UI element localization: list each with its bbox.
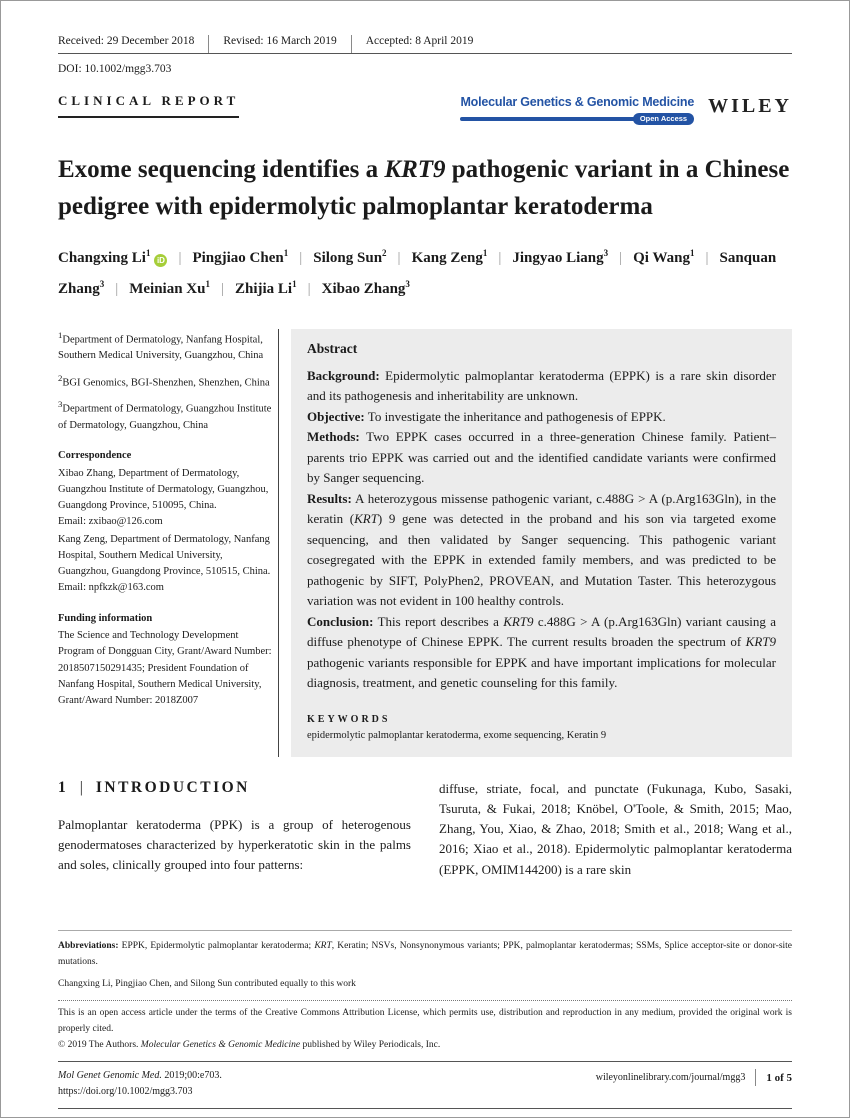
author-name: Silong Sun$^2$	[313, 248, 387, 266]
footnote-rule	[58, 930, 792, 931]
intro-paragraph-left: Palmoplantar keratoderma (PPK) is a group of heterogenous genodermatoses characterized by hyperkeratotic skin in the palms and soles, clinically grouped into four patterns:	[58, 817, 411, 873]
received-date: Received: 29 December 2018	[58, 35, 195, 47]
section-heading-introduction	[58, 779, 411, 797]
footer-row	[58, 1062, 792, 1100]
correspondence-blocks	[58, 466, 272, 597]
section-separator: |	[79, 779, 83, 796]
affiliation-item: $^2$BGI Genomics, BGI-Shenzhen, Shenzhen, China	[58, 372, 270, 389]
email-link[interactable]: Email: npfkzk@163.com	[58, 582, 164, 594]
section-number: 1	[58, 779, 67, 796]
keywords-text: epidermolytic palmoplantar keratoderma, exome sequencing, Keratin 9	[307, 730, 607, 741]
revised-date: Revised: 16 March 2019	[223, 35, 337, 47]
abbreviations-note	[58, 938, 792, 970]
footer-citation-block	[58, 1068, 222, 1100]
author-separator: |	[705, 250, 709, 266]
page-footer-block	[58, 930, 792, 1109]
body-column-right	[439, 779, 792, 880]
page-number: 1 of 5	[766, 1071, 792, 1084]
license-statement: This is an open access article under the terms of the Creative Commons Attribution License, which permits use, distribution and reproduction in any medium, provided the original work is properly cited.	[58, 1007, 792, 1034]
page-title: Exome sequencing identifies a KRT9 pathogenic variant in a Chinese pedigree with epidermolytic palmoplantar keratoderma	[58, 156, 790, 220]
journal-logo-bar	[460, 113, 694, 125]
author-name: Xibao Zhang$^3$	[321, 278, 410, 297]
journal-website-link[interactable]: wileyonlinelibrary.com/journal/mgg3	[595, 1072, 746, 1083]
author-separator: |	[299, 250, 303, 266]
journal-citation: Mol Genet Genomic Med. 2019;00:e703.	[58, 1070, 222, 1081]
abstract-section: Conclusion: This report describes a KRT9 c.488G > A (p.Arg163Gln) variant causing a diffuse phenotype of Chinese EPPK. The current results broaden the spectrum of KRT9 pathogenic variants responsible for EPPK and have important implications for molecular diagnosis, treatment, and genetic counseling for this family.	[307, 613, 776, 691]
keywords-heading: KEYWORDS	[307, 714, 391, 725]
correspondence-heading: Correspondence	[58, 450, 132, 462]
contribution-note: Changxing Li, Pingjiao Chen, and Silong Sun contributed equally to this work	[58, 978, 356, 989]
sidebar-abstract-row	[58, 329, 792, 758]
author-separator: |	[619, 250, 623, 266]
intro-paragraph-right: diffuse, striate, focal, and punctate (Fukunaga, Kubo, Sasaki, Tsuruta, & Fukai, 2018; Knöbel, O'Toole, & Smith, 2015; Mao, Zhang, You, Xiao, & Zhao, 2018; Smith et al., 2018; Wang et al., 2016; Xiao et al., 2018). Epidermolytic palmoplantar keratoderma (EPPK, OMIM144200) is a rare skin	[439, 781, 792, 877]
footer-rule-bottom	[58, 1108, 792, 1109]
journal-name: Molecular Genetics & Genomic Medicine	[460, 95, 695, 109]
correspondence-entry: Xibao Zhang, Department of Dermatology, Guangzhou Institute of Dermatology, Guangzhou, Guangdong Province, 510095, China. Email: zxibao@126.com	[58, 467, 269, 528]
funding-heading: Funding information	[58, 612, 153, 624]
column-divider	[278, 329, 279, 758]
doi-link[interactable]: https://doi.org/10.1002/mgg3.703	[58, 1086, 193, 1097]
footer-right-block	[596, 1069, 792, 1086]
orcid-icon[interactable]: iD	[154, 254, 167, 267]
abstract-box	[291, 329, 792, 758]
affiliation-item: $^3$Department of Dermatology, Guangzhou Institute of Dermatology, Guangzhou, China	[58, 399, 272, 432]
author-name: Jingyao Liang$^3$	[512, 248, 609, 266]
sidebar	[58, 329, 272, 758]
brand-area	[460, 93, 792, 125]
correspondence-entry: Kang Zeng, Department of Dermatology, Nanfang Hospital, Southern Medical University, Guangzhou, Guangdong Province, 510515, China. Email: npfkzk@163.com	[58, 533, 271, 594]
abstract-heading: Abstract	[307, 340, 358, 356]
article-type-label: CLINICAL REPORT	[58, 93, 239, 118]
affiliation-item: $^1$Department of Dermatology, Nanfang Hospital, Southern Medical University, Guangzhou, China	[58, 329, 264, 362]
author-separator: |	[498, 250, 502, 266]
accepted-date: Accepted: 8 April 2019	[365, 35, 474, 47]
abstract-section: Results: A heterozygous missense pathogenic variant, c.488G > A (p.Arg163Gln), in the keratin (KRT) 9 gene was detected in the proband and his son via targeted exome sequencing, and then validated by Sanger sequencing. This pathogenic variant cosegregated with the EPPK in extended family members, and was predicted to be pathogenic by SIFT, PolyPhen2, PROVEAN, and Mutation Taster. This heterozygous variation was not evident in 100 healthy controls.	[307, 490, 776, 609]
author-name: Qi Wang$^1$	[633, 248, 695, 266]
author-separator: |	[307, 280, 311, 297]
section-title: INTRODUCTION	[95, 779, 250, 796]
author-separator: |	[397, 250, 401, 266]
author-name: Pingjiao Chen$^1$	[192, 248, 289, 266]
abstract-section: Methods: Two EPPK cases occurred in a three-generation Chinese family. Patient–parents trio EPPK was carried out and the identified candidate variants were confirmed by Sanger sequencing.	[307, 429, 776, 486]
affiliations	[58, 329, 272, 435]
abbreviations-label: Abbreviations:	[58, 940, 119, 951]
author-separator: |	[115, 280, 119, 297]
author-name: Changxing Li$^1$iD	[58, 250, 167, 266]
meta-bar	[58, 35, 792, 54]
journal-logo	[460, 93, 694, 125]
author-name: Sanquan Zhang$^3$	[58, 250, 777, 297]
wiley-logo: WILEY	[708, 95, 792, 117]
funding-text: The Science and Technology Development Program of Dongguan City, Grant/Award Number: 2018507150291435; President Foundation of Nanfang Hospital, Southern Medical University, Grant/Award Number: 2018Z007	[58, 629, 272, 707]
doi-line: DOI: 10.1002/mgg3.703	[58, 63, 172, 75]
email-link[interactable]: Email: zxibao@126.com	[58, 516, 163, 528]
author-separator: |	[220, 280, 224, 297]
body-column-left	[58, 779, 411, 880]
abstract-sections	[307, 366, 776, 695]
author-name: Kang Zeng$^1$	[411, 248, 488, 266]
logo-bar-line	[460, 117, 635, 121]
author-name: Zhijia Li$^1$	[235, 278, 297, 297]
dotted-rule	[58, 1000, 792, 1001]
body-columns	[58, 779, 792, 880]
abbreviations-text: EPPK, Epidermolytic palmoplantar keratoderma; KRT, Keratin; NSVs, Nonsynonymous variants; PPK, palmoplantar keratodermas; SSMs, Splice acceptor-site or donor-site mutations.	[58, 940, 793, 967]
abstract-section: Background: Epidermolytic palmoplantar keratoderma (EPPK) is a rare skin disorder and its pathogenesis and inheritability are unknown.	[307, 367, 776, 404]
abstract-section: Objective: To investigate the inheritance and pathogenesis of EPPK.	[307, 408, 666, 424]
header	[58, 93, 792, 125]
author-name: Meinian Xu$^1$	[129, 278, 210, 297]
open-access-badge: Open Access	[633, 113, 694, 125]
author-separator: |	[178, 250, 182, 266]
divider	[755, 1069, 756, 1086]
author-line	[58, 243, 792, 305]
copyright-statement: © 2019 The Authors. Molecular Genetics & Genomic Medicine published by Wiley Periodicals, Inc.	[58, 1040, 441, 1051]
